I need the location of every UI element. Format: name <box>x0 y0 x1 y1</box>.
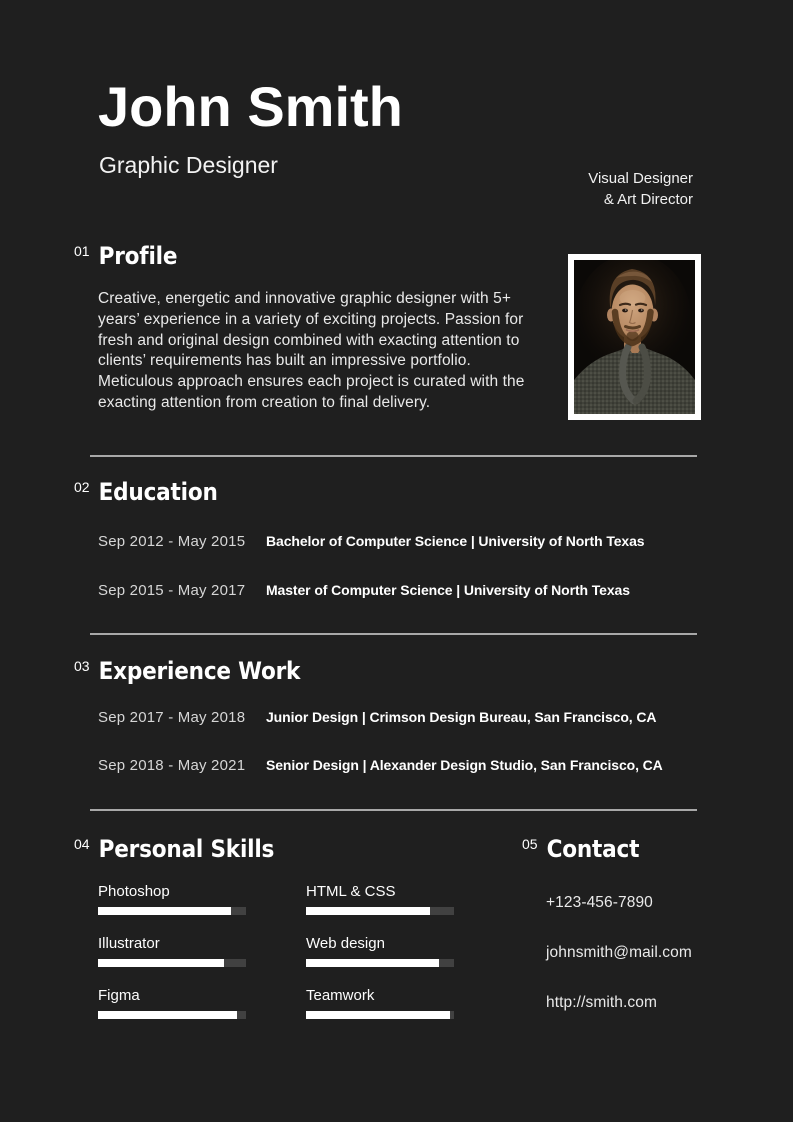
experience-dates: Sep 2018 - May 2021 <box>98 757 246 774</box>
education-section-heading <box>74 479 218 506</box>
experience-detail: Junior Design | Crimson Design Bureau, San Francisco, CA <box>266 709 657 725</box>
skill-label: Photoshop <box>98 883 170 900</box>
skill-item <box>98 884 246 915</box>
section-number: 02 <box>74 479 90 495</box>
skill-progress-fill <box>98 907 231 915</box>
skill-label: HTML & CSS <box>306 883 396 900</box>
person-role: Graphic Designer <box>99 152 278 178</box>
skill-label: Web design <box>306 935 385 952</box>
experience-row <box>98 755 663 776</box>
education-rows <box>98 531 645 629</box>
skill-progress-fill <box>306 1011 450 1019</box>
section-title-education: Education <box>98 478 218 506</box>
skill-item <box>306 936 454 967</box>
skills-section-heading <box>74 836 274 863</box>
education-dates: Sep 2012 - May 2015 <box>98 533 246 550</box>
experience-rows <box>98 707 663 803</box>
tagline-line-2: & Art Director <box>603 191 693 208</box>
contact-email: johnsmith@mail.com <box>546 944 692 961</box>
skill-progress-fill <box>98 959 224 967</box>
education-detail: Master of Computer Science | University of North Texas <box>266 582 630 598</box>
section-number: 05 <box>522 836 538 852</box>
skill-label: Teamwork <box>306 987 375 1004</box>
experience-row <box>98 707 663 728</box>
section-number: 03 <box>74 658 90 674</box>
skill-progress-bar <box>306 907 454 915</box>
contact-section-heading <box>522 836 639 863</box>
skill-progress-bar <box>306 1011 454 1019</box>
experience-detail: Senior Design | Alexander Design Studio, San Francisco, CA <box>266 757 663 773</box>
experience-section-heading <box>74 658 300 685</box>
portrait-photo <box>568 254 701 420</box>
skill-progress-bar <box>306 959 454 967</box>
education-row <box>98 580 645 601</box>
section-divider <box>90 633 697 635</box>
profile-section-heading <box>74 243 177 270</box>
profile-text: Creative, energetic and innovative graphic designer with 5+ years’ experience in a variety of exciting projects. Passion for fresh and original design combined with exacting attention to clients’ requirements has built an impressive portfolio. Meticulous approach ensures each project is curated with the exacting attention from creation to final delivery. <box>98 290 525 411</box>
education-row <box>98 531 645 552</box>
skill-item <box>306 884 454 915</box>
experience-dates: Sep 2017 - May 2018 <box>98 709 246 726</box>
section-divider <box>90 455 697 457</box>
section-number: 04 <box>74 836 90 852</box>
section-title-skills: Personal Skills <box>98 835 275 863</box>
portrait-illustration <box>574 260 695 414</box>
section-title-profile: Profile <box>98 242 178 270</box>
section-divider <box>90 809 697 811</box>
contact-list <box>546 894 692 1044</box>
skill-item <box>98 988 246 1019</box>
skill-label: Illustrator <box>98 935 160 952</box>
skill-progress-fill <box>306 907 430 915</box>
contact-website: http://smith.com <box>546 994 657 1011</box>
education-detail: Bachelor of Computer Science | University of North Texas <box>266 533 645 549</box>
section-title-experience: Experience Work <box>98 657 301 685</box>
skill-item <box>98 936 246 967</box>
person-name: John Smith <box>98 75 403 138</box>
skill-progress-bar <box>98 959 246 967</box>
skill-progress-fill <box>98 1011 237 1019</box>
skill-progress-fill <box>306 959 439 967</box>
tagline-line-1: Visual Designer <box>588 170 693 187</box>
skill-progress-bar <box>98 907 246 915</box>
skill-item <box>306 988 454 1019</box>
contact-phone: +123-456-7890 <box>546 894 653 911</box>
skill-progress-bar <box>98 1011 246 1019</box>
education-dates: Sep 2015 - May 2017 <box>98 582 246 599</box>
tagline <box>588 168 693 210</box>
skill-label: Figma <box>98 987 140 1004</box>
skills-grid <box>98 884 454 1019</box>
section-title-contact: Contact <box>546 835 640 863</box>
section-number: 01 <box>74 243 90 259</box>
